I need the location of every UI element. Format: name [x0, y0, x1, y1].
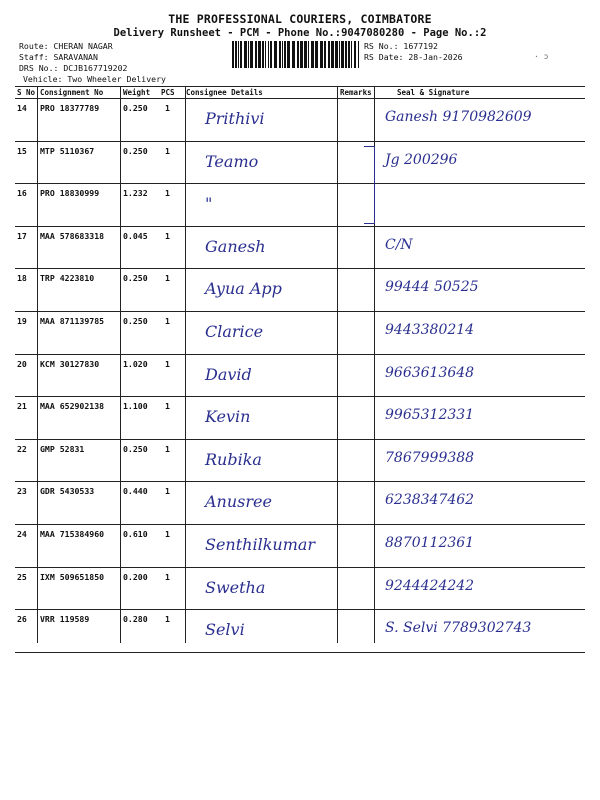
row-consignee-handwritten: Ganesh: [205, 236, 266, 256]
scan-mark-icon: · ɔ: [534, 52, 549, 61]
row-sno: 26: [17, 614, 27, 625]
table-header: [15, 86, 585, 99]
row-sno: 14: [17, 103, 27, 113]
row-weight: 0.045: [123, 230, 148, 241]
row-pcs: 1: [165, 188, 170, 199]
route-info: Route: CHERAN NAGAR: [19, 41, 113, 51]
col-seal: Seal & Signature: [397, 88, 470, 97]
col-consignment: Consignment No: [40, 88, 104, 97]
row-consignment-no: PRO 18377789: [40, 103, 100, 113]
row-consignee-handwritten: ": [205, 194, 213, 214]
row-pcs: 1: [165, 273, 170, 284]
drs-number: DRS No.: DCJB167719202: [19, 63, 128, 73]
row-sno: 21: [17, 401, 27, 412]
row-sno: 19: [17, 315, 27, 326]
table-row: [15, 312, 585, 355]
rs-number: RS No.: 1677192: [364, 41, 438, 51]
row-sno: 18: [17, 273, 27, 284]
row-weight: 0.200: [123, 571, 148, 582]
row-weight: 0.250: [123, 443, 148, 454]
table-row: [15, 227, 585, 270]
table-row: [15, 568, 585, 611]
row-sno: 22: [17, 443, 27, 454]
row-pcs: 1: [165, 230, 170, 241]
row-consignment-no: MAA 652902138: [40, 401, 105, 412]
row-consignment-no: VRR 119589: [40, 614, 90, 625]
row-sno: 23: [17, 486, 27, 497]
runsheet-subtitle: Delivery Runsheet - PCM - Phone No.:9047080280 - Page No.:2: [113, 27, 487, 39]
row-consignment-no: TRP 4223810: [40, 273, 95, 284]
row-sno: 24: [17, 528, 27, 539]
table-row: [15, 610, 585, 653]
row-weight: 1.100: [123, 401, 148, 412]
row-weight: 0.250: [123, 273, 148, 284]
row-pcs: 1: [165, 486, 170, 497]
col-consignee: Consignee Details: [186, 88, 263, 97]
table-row: [15, 355, 585, 398]
col-divider: [337, 86, 338, 643]
row-consignee-handwritten: Selvi: [205, 620, 245, 640]
table-row: [15, 269, 585, 312]
row-weight: 0.440: [123, 486, 148, 497]
rs-date: RS Date: 28-Jan-2026: [364, 52, 463, 62]
row-signature-handwritten: 9965312331: [385, 407, 475, 424]
row-pcs: 1: [165, 145, 170, 156]
row-consignment-no: GDR 5430533: [40, 486, 95, 497]
row-pcs: 1: [165, 103, 170, 113]
row-signature-handwritten: C/N: [385, 236, 413, 253]
row-consignee-handwritten: Swetha: [205, 577, 266, 597]
row-consignee-handwritten: David: [205, 364, 252, 384]
row-pcs: 1: [165, 315, 170, 326]
row-signature-handwritten: 7867999388: [385, 449, 475, 466]
table-row: [15, 525, 585, 568]
row-signature-handwritten: 9443380214: [385, 321, 475, 338]
row-weight: 0.280: [123, 614, 148, 625]
row-consignee-handwritten: Kevin: [205, 407, 251, 427]
row-weight: 0.250: [123, 315, 148, 326]
row-consignee-handwritten: Senthilkumar: [205, 534, 316, 554]
row-sno: 17: [17, 230, 27, 241]
delivery-table: [15, 86, 585, 653]
row-consignment-no: MAA 871139785: [40, 315, 105, 326]
row-pcs: 1: [165, 571, 170, 582]
row-consignment-no: MTP 5110367: [40, 145, 95, 156]
col-weight: Weight: [123, 88, 151, 97]
row-signature-handwritten: 99444 50525: [385, 279, 479, 296]
row-consignment-no: MAA 715384960: [40, 528, 105, 539]
row-weight: 1.020: [123, 358, 148, 369]
row-weight: 0.250: [123, 145, 148, 156]
row-consignee-handwritten: Anusree: [205, 492, 272, 512]
col-pcs: PCS: [161, 88, 175, 97]
row-consignee-handwritten: Prithivi: [205, 109, 265, 128]
row-consignee-handwritten: Rubika: [205, 449, 262, 469]
table-row: [15, 184, 585, 227]
row-signature-handwritten: S. Selvi 7789302743: [385, 620, 532, 637]
row-pcs: 1: [165, 443, 170, 454]
row-sno: 20: [17, 358, 27, 369]
row-signature-handwritten: 6238347462: [385, 492, 475, 509]
row-consignment-no: IXM 509651850: [40, 571, 105, 582]
col-divider: [185, 86, 186, 643]
row-sno: 25: [17, 571, 27, 582]
company-title: THE PROFESSIONAL COURIERS, COIMBATORE: [168, 12, 432, 26]
row-pcs: 1: [165, 528, 170, 539]
row-pcs: 1: [165, 614, 170, 625]
col-divider: [37, 86, 38, 643]
row-weight: 0.610: [123, 528, 148, 539]
col-sno: S No: [17, 88, 36, 97]
row-consignment-no: KCM 30127830: [40, 358, 100, 369]
row-pcs: 1: [165, 358, 170, 369]
row-consignee-handwritten: Teamo: [205, 151, 259, 171]
barcode: [232, 41, 362, 68]
row-consignee-handwritten: Ayua App: [205, 279, 282, 299]
row-weight: 0.250: [123, 103, 148, 113]
row-sno: 16: [17, 188, 27, 199]
row-pcs: 1: [165, 401, 170, 412]
table-row: [15, 99, 585, 142]
staff-info: Staff: SARAVANAN: [19, 52, 98, 62]
col-remarks: Remarks: [340, 88, 372, 97]
row-consignment-no: PRO 18830999: [40, 188, 100, 199]
table-row: [15, 440, 585, 483]
row-consignment-no: MAA 578683318: [40, 230, 105, 241]
row-sno: 15: [17, 145, 27, 156]
row-signature-handwritten: Ganesh 9170982609: [385, 109, 532, 125]
table-row: [15, 482, 585, 525]
handwritten-bracket: [364, 146, 375, 224]
table-row: [15, 142, 585, 185]
table-row: [15, 397, 585, 440]
row-consignee-handwritten: Clarice: [205, 321, 264, 341]
row-weight: 1.232: [123, 188, 148, 199]
row-signature-handwritten: 9244424242: [385, 577, 475, 594]
row-signature-handwritten: 8870112361: [385, 534, 475, 551]
row-signature-handwritten: Jg 200296: [385, 151, 458, 168]
row-signature-handwritten: 9663613648: [385, 364, 475, 381]
vehicle-info: Vehicle: Two Wheeler Delivery: [23, 74, 166, 84]
row-consignment-no: GMP 52831: [40, 443, 85, 454]
col-divider: [120, 86, 121, 643]
